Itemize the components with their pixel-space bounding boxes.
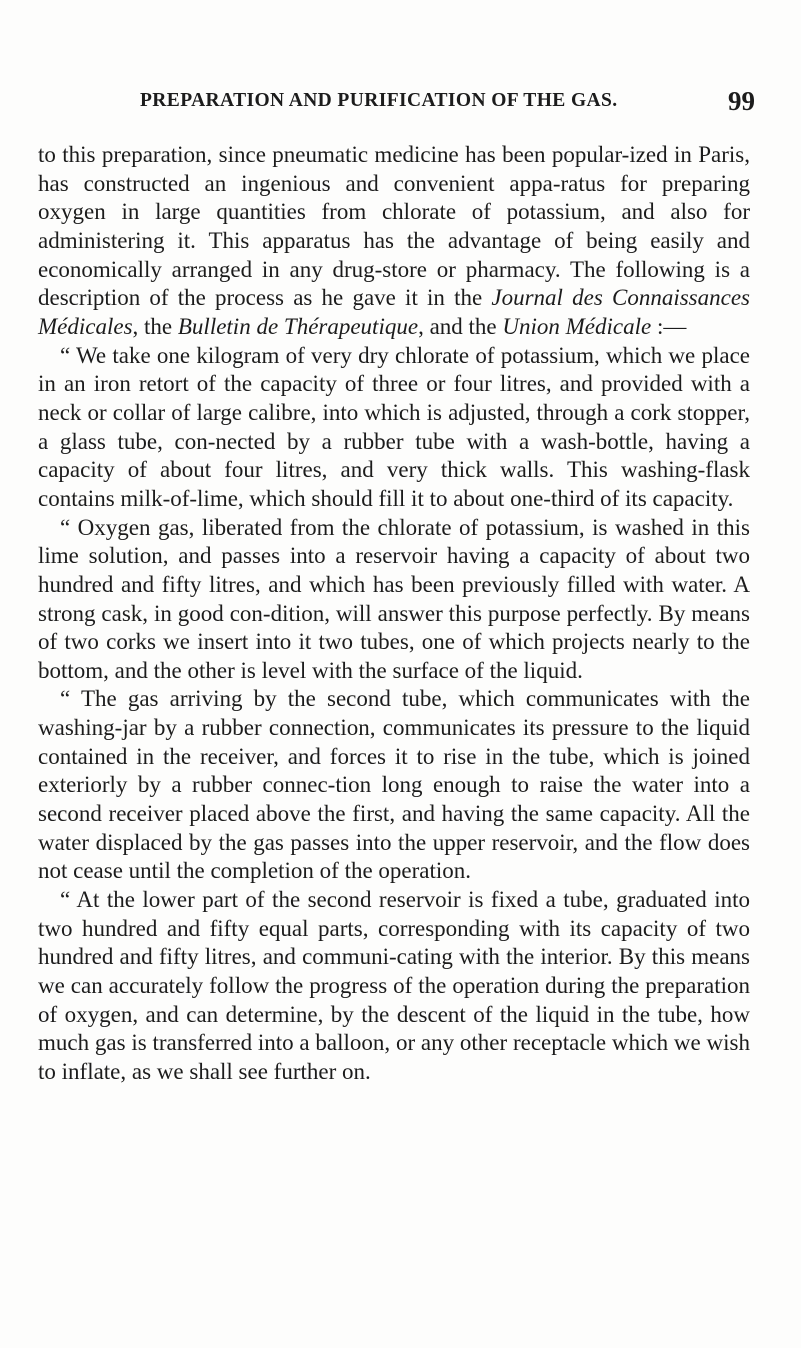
running-title: PREPARATION AND PURIFICATION OF THE GAS. (140, 90, 618, 111)
paragraph-reservoir: “ Oxygen gas, liberated from the chlorate of potassium, is washed in this lime solution, and passes into a reservoir having a capacity of about two hundred and fifty litres, and which has been previously filled with water. A strong cask, in good con-dition, will answer this purpose perfectly. By means of two corks we insert into it two tubes, one of which projects nearly to the bottom, and the other is level with the surface of the liquid. (38, 514, 750, 683)
separator-text: , the (132, 313, 178, 339)
intro-text: to this preparation, since pneumatic medicine has been popular-ized in Paris, has constructed an ingenious and convenient appa-ratus for preparing oxygen in large quantities from chlorate of potassium, and also for administering it. This apparatus has the advantage of being easily and economically arranged in any drug-store or pharmacy. The following is a description of the process as he gave it in the (38, 142, 750, 311)
journal-title: Journal des Connaissances Médicales (38, 285, 750, 339)
paragraph-retort: “ We take one kilogram of very dry chlorate of potassium, which we place in an iron retort of the capacity of three or four litres, and provided with a neck or collar of large calibre, into which is adjusted, through a cork stopper, a glass tube, con-nected by a rubber tube with a wash-bottle, having a capacity of about four litres, and very thick walls. This washing-flask contains milk-of-lime, which should fill it to about one-third of its capacity. (38, 342, 750, 511)
journal-title: Union Médicale (502, 313, 652, 339)
page-number: 99 (728, 86, 755, 116)
paragraph-intro (38, 141, 750, 342)
separator-text: , and the (418, 313, 503, 339)
intro-ending: :— (651, 313, 687, 339)
paragraph-pressure: “ The gas arriving by the second tube, which communicates with the washing-jar by a rubber connection, communicates its pressure to the liquid contained in the receiver, and forces it to rise in the tube, which is joined exteriorly by a rubber connec-tion long enough to raise the water into a second receiver placed above the first, and having the same capacity. All the water displaced by the gas passes into the upper reservoir, and the flow does not cease until the completion of the operation. (38, 686, 750, 884)
running-head (140, 86, 755, 116)
journal-title: Bulletin de Thérapeutique (177, 313, 419, 339)
paragraph-graduated-tube: “ At the lower part of the second reservoir is fixed a tube, graduated into two hundred and fifty equal parts, corresponding with its capacity of two hundred and fifty litres, and communi-cating with the interior. By this means we can accurately follow the progress of the operation during the preparation of oxygen, and can determine, by the descent of the liquid in the tube, how much gas is transferred into a balloon, or any other receptacle which we wish to inflate, as we shall see further on. (38, 887, 750, 1084)
body-text (38, 141, 750, 1087)
